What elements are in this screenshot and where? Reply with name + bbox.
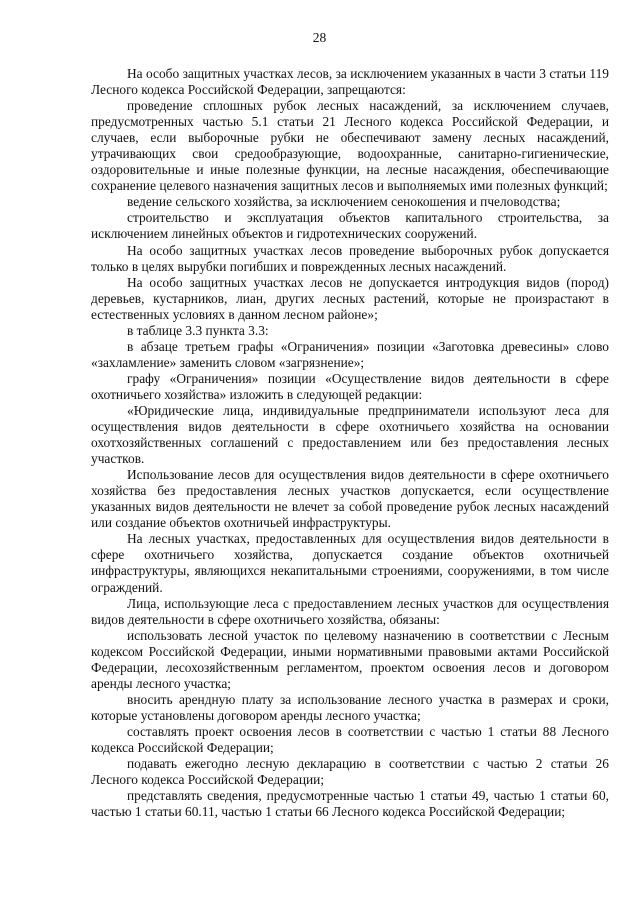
paragraph: графу «Ограничения» позиции «Осуществление видов деятельности в сфере охотничьего хозяйства» изложить в следующей редакции: (91, 370, 609, 402)
paragraph: использовать лесной участок по целевому назначению в соответствии с Лесным кодексом Российской Федерации, иными нормативными правовыми актами Российской Федерации, лесохозяйственным регламентом, проектом освоения лесов и договором аренды лесного участка; (91, 627, 609, 691)
paragraph: в абзаце третьем графы «Ограничения» позиции «Заготовка древесины» слово «захламление» заменить словом «загрязнение»; (91, 338, 609, 370)
paragraph: На лесных участках, предоставленных для осуществления видов деятельности в сфере охотничьего хозяйства, допускается создание объектов охотничьей инфраструктуры, являющихся некапитальными строениями, сооружениями, в том числе ограждений. (91, 531, 609, 595)
paragraph: составлять проект освоения лесов в соответствии с частью 1 статьи 88 Лесного кодекса Российской Федерации; (91, 723, 609, 755)
paragraph: в таблице 3.3 пункта 3.3: (127, 322, 269, 338)
paragraph: строительство и эксплуатация объектов капитального строительства, за исключением линейных объектов и гидротехнических сооружений. (91, 210, 609, 242)
paragraph: «Юридические лица, индивидуальные предприниматели используют леса для осуществления видов деятельности в сфере охотничьего хозяйства на основании охотхозяйственных соглашений с предоставлением или без предоставления лесных участков. (91, 402, 609, 467)
paragraph: На особо защитных участках лесов, за исключением указанных в части 3 статьи 119 Лесного кодекса Российской Федерации, запрещаются: (91, 66, 609, 98)
paragraph: вносить арендную плату за использование лесного участка в размерах и сроки, которые установлены договором аренды лесного участка; (91, 691, 609, 723)
paragraph: Использование лесов для осуществления видов деятельности в сфере охотничьего хозяйства без предоставления лесных участков допускается, если осуществление указанных видов деятельности не влечет за собой проведение рубок лесных насаждений или создание объектов охотничьей инфраструктуры. (91, 467, 609, 531)
page-number: 28 (312, 30, 327, 45)
paragraph: На особо защитных участках лесов проведение выборочных рубок допускается только в целях вырубки погибших и поврежденных лесных насаждений. (91, 242, 609, 274)
paragraph: ведение сельского хозяйства, за исключением сенокошения и пчеловодства; (127, 194, 561, 210)
paragraph: На особо защитных участках лесов не допускается интродукция видов (пород) деревьев, кустарников, лиан, других лесных растений, которые не произрастают в естественных условиях в данном лесном районе»; (91, 274, 609, 322)
paragraph: представлять сведения, предусмотренные частью 1 статьи 49, частью 1 статьи 60, частью 1 статьи 60.11, частью 1 статьи 66 Лесного кодекса Российской Федерации; (91, 788, 609, 820)
document-body (91, 66, 609, 820)
paragraph: проведение сплошных рубок лесных насаждений, за исключением случаев, предусмотренных частью 5.1 статьи 21 Лесного кодекса Российской Федерации, и случаев, если выборочные рубки не обеспечивают замену лесных насаждений, утрачивающих свои средообразующие, водоохранные, санитарно-гигиенические, оздоровительные и иные полезные функции, на лесные насаждения, обеспечивающие сохранение целевого назначения защитных лесов и выполняемых ими полезных функций; (91, 98, 609, 194)
paragraph: Лица, использующие леса с предоставлением лесных участков для осуществления видов деятельности в сфере охотничьего хозяйства, обязаны: (91, 595, 609, 627)
paragraph: подавать ежегодно лесную декларацию в соответствии с частью 2 статьи 26 Лесного кодекса Российской Федерации; (91, 756, 609, 788)
